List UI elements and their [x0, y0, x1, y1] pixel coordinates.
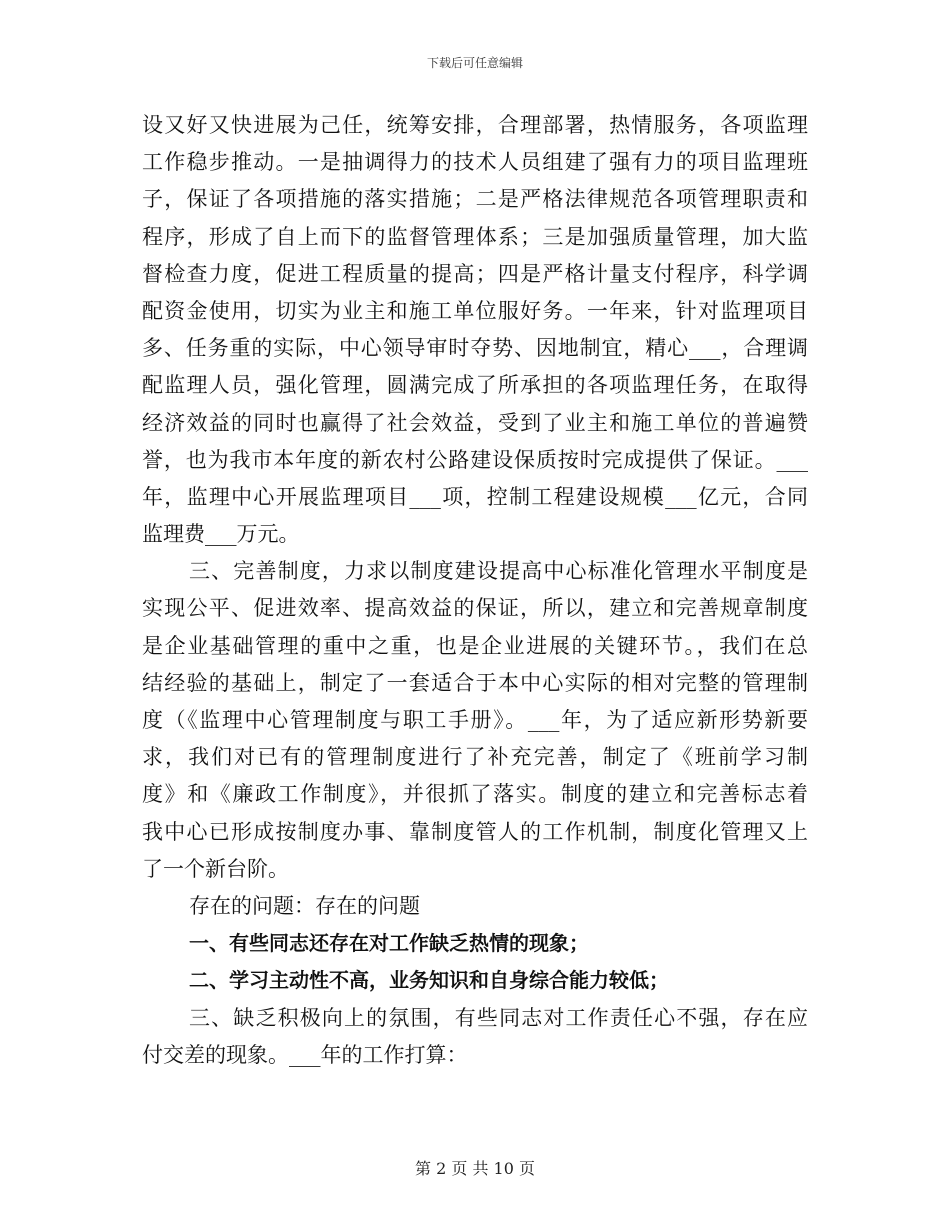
text-line: 子，保证了各项措施的落实措施；二是严格法律规范各项管理职责和	[142, 187, 808, 212]
text-line: 存在的问题：存在的问题	[189, 893, 420, 918]
document-body	[142, 107, 808, 1074]
text-line: 配资金使用，切实为业主和施工单位服好务。一年来，针对监理项目	[142, 298, 808, 323]
text-line: 实现公平、促进效率、提高效益的保证，所以，建立和完善规章制度	[142, 596, 808, 621]
text-line: 设又好又快进展为己任，统筹安排，合理部署，热情服务，各项监理	[142, 113, 808, 137]
text-line: 年，监理中心开展监理项目___项，控制工程建设规模___亿元，合同	[142, 484, 808, 509]
text-line: 监理费___万元。	[142, 522, 300, 547]
text-line: 是企业基础管理的重中之重，也是企业进展的关键环节。，我们在总	[142, 633, 808, 658]
text-line: 誉，也为我市本年度的新农村公路建设保质按时完成提供了保证。___	[142, 447, 808, 472]
text-line: 了一个新台阶。	[142, 856, 289, 881]
text-line: 度（《监理中心管理制度与职工手册》。___年，为了适应新形势新要	[142, 708, 808, 732]
text-line: 三、完善制度，力求以制度建设提高中心标准化管理水平制度是	[189, 559, 808, 584]
text-line: 我中心已形成按制度办事、靠制度管人的工作机制，制度化管理又上	[142, 819, 808, 844]
text-line: 程序，形成了自上而下的监督管理体系；三是加强质量管理，加大监	[142, 224, 808, 249]
page-header: 下载后可任意编辑	[426, 56, 523, 70]
text-line: 求，我们对已有的管理制度进行了补充完善，制定了《班前学习制	[142, 745, 808, 770]
page-number: 第 2 页 共 10 页	[415, 1159, 535, 1178]
text-line: 结经验的基础上，制定了一套适合于本中心实际的相对完整的管理制	[142, 670, 808, 695]
text-line: 工作稳步推动。一是抽调得力的技术人员组建了强有力的项目监理班	[142, 150, 808, 175]
bold-text-line: 一、有些同志还存在对工作缺乏热情的现象；	[189, 931, 589, 956]
text-line: 度》和《廉政工作制度》，并很抓了落实。制度的建立和完善标志着	[142, 782, 808, 807]
text-line: 经济效益的同时也赢得了社会效益，受到了业主和施工单位的普遍赞	[142, 410, 808, 435]
bold-text-line: 二、学习主动性不高，业务知识和自身综合能力较低；	[189, 968, 669, 993]
text-line: 三、缺乏积极向上的氛围，有些同志对工作责任心不强，存在应	[189, 1005, 808, 1030]
text-line: 付交差的现象。___年的工作打算：	[142, 1042, 468, 1067]
text-line: 督检查力度，促进工程质量的提高；四是严格计量支付程序，科学调	[142, 261, 808, 286]
text-line: 配监理人员，强化管理，圆满完成了所承担的各项监理任务，在取得	[142, 373, 808, 398]
text-line: 多、任务重的实际，中心领导审时夺势、因地制宜，精心___，合理调	[142, 336, 808, 361]
